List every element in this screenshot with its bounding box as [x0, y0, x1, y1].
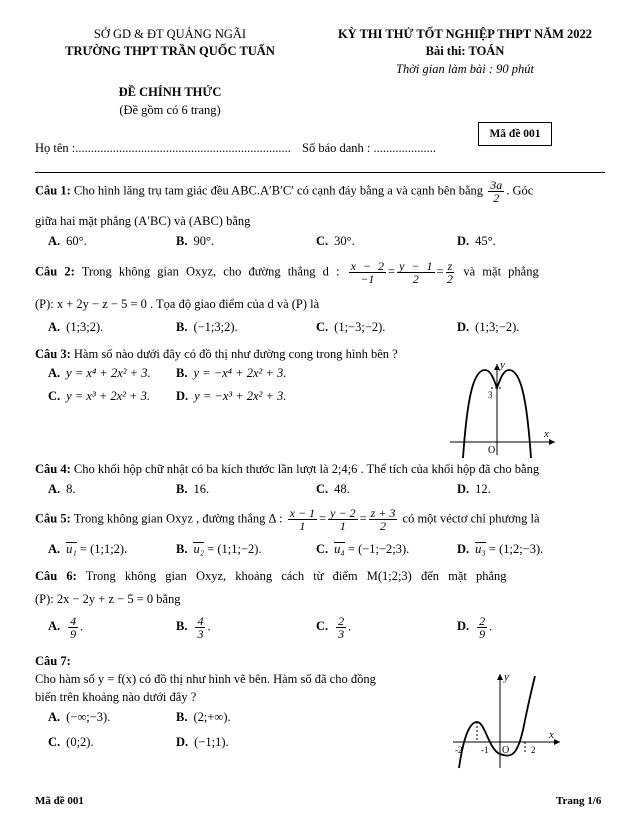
exam-duration: Thời gian làm bài : 90 phút: [396, 62, 534, 76]
origin-label: O: [502, 745, 510, 756]
x-axis-arrow: [554, 739, 560, 745]
question-label: Câu 3:: [35, 347, 71, 361]
q2-option-c[interactable]: C. (1;−3;−2).: [316, 320, 386, 334]
curve: [459, 676, 535, 768]
fraction-denominator: 1: [299, 519, 306, 533]
q1-option-a[interactable]: A. 60°.: [48, 234, 87, 248]
q3-option-c[interactable]: C. y = x³ + 2x² + 3.: [48, 389, 150, 403]
fraction-denominator: 2: [493, 191, 500, 205]
vector-symbol: u₃: [475, 542, 486, 556]
q5-option-c[interactable]: C. u₄ = (−1;−2;3).: [316, 542, 410, 556]
question-label: Câu 5:: [35, 511, 71, 526]
question-7-label: Câu 7:: [35, 654, 71, 668]
exam-code-box: Mã đề 001: [478, 122, 552, 146]
question-6: [35, 567, 605, 585]
x-axis-label: x: [549, 729, 554, 741]
question-text: Trong không gian Oxyz , đường thẳng Δ :: [73, 511, 283, 526]
q7-option-b[interactable]: B. (2;+∞).: [176, 710, 231, 724]
y-axis-arrow: [497, 674, 503, 680]
q4-option-d[interactable]: D. 12.: [457, 482, 491, 496]
student-id-field[interactable]: Số báo danh : ....................: [302, 141, 437, 155]
vector-symbol: u₂: [193, 542, 205, 556]
q5-option-d[interactable]: D. u₃ = (1;2;−3).: [457, 542, 544, 556]
fraction-numerator: y − 2: [330, 506, 356, 520]
header-divider: [35, 172, 605, 173]
tick-label-2: 2: [531, 745, 536, 755]
q2-option-a[interactable]: A. (1;3;2).: [48, 320, 104, 334]
q1-option-c[interactable]: C. 30°.: [316, 234, 355, 248]
q4-option-b[interactable]: B. 16.: [176, 482, 210, 496]
fraction-numerator: x − 1: [289, 506, 316, 520]
vector-symbol: u₄: [334, 542, 345, 556]
question-text: Cho hình lăng trụ tam giác đều ABC.A′B′C′ có cạnh đáy bằng a và cạnh bên bằng: [73, 183, 484, 198]
q5-option-a[interactable]: A. u₁ = (1;1;2).: [48, 542, 128, 556]
q2-option-d[interactable]: D. (1;3;−2).: [457, 320, 520, 334]
q1-option-b[interactable]: B. 90°.: [176, 234, 215, 248]
x-axis-arrow: [549, 439, 555, 445]
footer-page-number: Trang 1/6: [556, 795, 602, 807]
fraction-denominator: 2: [380, 519, 387, 533]
question-text: Trong không gian Oxyz, khoảng cách từ điểm M(1;2;3) đến mặt phẳng: [85, 569, 507, 583]
q4-option-c[interactable]: C. 48.: [316, 482, 350, 496]
exam-subject: Bài thi: TOÁN: [425, 44, 505, 58]
question-6-line-2: (P): 2x − 2y + z − 5 = 0 bằng: [35, 592, 181, 606]
question-2: Câu 2: Trong không gian Oxyz, cho đường thẳng d : $\frac{x - 2}{-1}$ = $\frac{y - 1}{2}$ = $\frac{z}{2}$ và mặt phẳng: [35, 259, 539, 286]
question-text: Cho khối hộp chữ nhật có ba kích thước lần lượt là 2;4;6 . Thể tích của khối hộp đã cho bằng: [73, 462, 540, 476]
q7-option-c[interactable]: C. (0;2).: [48, 735, 94, 749]
vector-symbol: u₁: [66, 542, 77, 556]
question-text-end: và mặt phẳng: [463, 264, 539, 279]
question-label: Câu 1:: [35, 183, 71, 198]
footer-exam-code: Mã đề 001: [35, 795, 84, 807]
fraction-numerator: z + 3: [370, 506, 396, 520]
fraction-denominator: 2: [446, 272, 453, 286]
q7-option-d[interactable]: D. (−1;1).: [176, 735, 229, 749]
tick-label-minus-2: -2: [455, 745, 463, 755]
question-label: Câu 2:: [35, 264, 75, 279]
question-7-line-1: Cho hàm số y = f(x) có đồ thị như hình vẽ bên. Hàm số đã cho đồng: [35, 672, 376, 686]
fraction-numerator: y − 1: [399, 259, 433, 273]
q6-option-a[interactable]: A. $\frac{4}{9}$ .: [48, 614, 84, 641]
fraction-numerator: 3a: [490, 178, 503, 192]
question-4: [35, 460, 605, 478]
q1-option-d[interactable]: D. 45°.: [457, 234, 496, 248]
q3-option-d[interactable]: D. y = −x³ + 2x² + 3.: [176, 389, 287, 403]
question-2-line-2: (P): x + 2y − z − 5 = 0 . Tọa độ giao điểm của d và (P) là: [35, 297, 320, 311]
question-text-end: . Góc: [506, 183, 534, 198]
name-field[interactable]: Họ tên :.....................................................................: [35, 141, 291, 155]
x-axis-label: x: [544, 428, 549, 440]
fraction-numerator: x − 2: [350, 259, 385, 273]
fraction-numerator: z: [447, 259, 453, 273]
q5-option-b[interactable]: B. u₂ = (1;1;−2).: [176, 542, 262, 556]
q6-option-b[interactable]: B. $\frac{4}{3}$ .: [176, 614, 211, 641]
q6-option-d[interactable]: D. $\frac{2}{9}$ .: [457, 614, 493, 641]
q7-option-a[interactable]: A. (−∞;−3).: [48, 710, 111, 724]
official-label: ĐỀ CHÍNH THỨC: [118, 85, 222, 99]
q3-graph: [445, 360, 560, 460]
question-text: Trong không gian Oxyz, cho đường thẳng d :: [81, 264, 340, 279]
pages-note: (Đề gồm có 6 trang): [119, 103, 221, 117]
q2-option-b[interactable]: B. (−1;3;2).: [176, 320, 238, 334]
q7-graph: [445, 670, 565, 770]
question-text-end: có một véctơ chỉ phương là: [402, 511, 540, 526]
question-text: Hàm số nào dưới đây có đồ thị như đường cong trong hình bên ?: [73, 347, 398, 361]
origin-label: O: [488, 445, 496, 456]
tick-label-3: 3: [488, 390, 493, 400]
department-name: SỞ GD & ĐT QUẢNG NGÃI: [93, 27, 247, 41]
y-axis-label: y: [504, 671, 509, 683]
y-axis-label: y: [500, 360, 505, 371]
q3-option-b[interactable]: B. y = −x⁴ + 2x² + 3.: [176, 366, 287, 380]
school-name: TRƯỜNG THPT TRẦN QUỐC TUẤN: [65, 44, 275, 58]
question-1: [35, 179, 605, 204]
question-label: Câu 4:: [35, 462, 71, 476]
fraction-denominator: 1: [339, 519, 346, 533]
fraction-denominator: −1: [360, 272, 375, 286]
question-7-line-2: biến trên khoảng nào dưới đây ?: [35, 690, 197, 704]
exam-title: KỲ THI THỬ TỐT NGHIỆP THPT NĂM 2022: [337, 27, 593, 41]
tick-label-minus-1: -1: [481, 745, 489, 755]
question-1-line-2: giữa hai mặt phẳng (A′BC) và (ABC) bằng: [35, 214, 251, 228]
q4-option-a[interactable]: A. 8.: [48, 482, 76, 496]
fraction-denominator: 2: [412, 272, 419, 286]
q3-option-a[interactable]: A. y = x⁴ + 2x² + 3.: [48, 366, 151, 380]
question-label: Câu 6:: [35, 569, 77, 583]
question-5: Câu 5: Trong không gian Oxyz , đường thẳng Δ : $\frac{x - 1}{1}$ = $\frac{y - 2}{1}$ = $\frac{z + 3}{2}$ có một véctơ chỉ phương là: [35, 506, 540, 533]
q6-option-c[interactable]: C. $\frac{2}{3}$ .: [316, 614, 352, 641]
